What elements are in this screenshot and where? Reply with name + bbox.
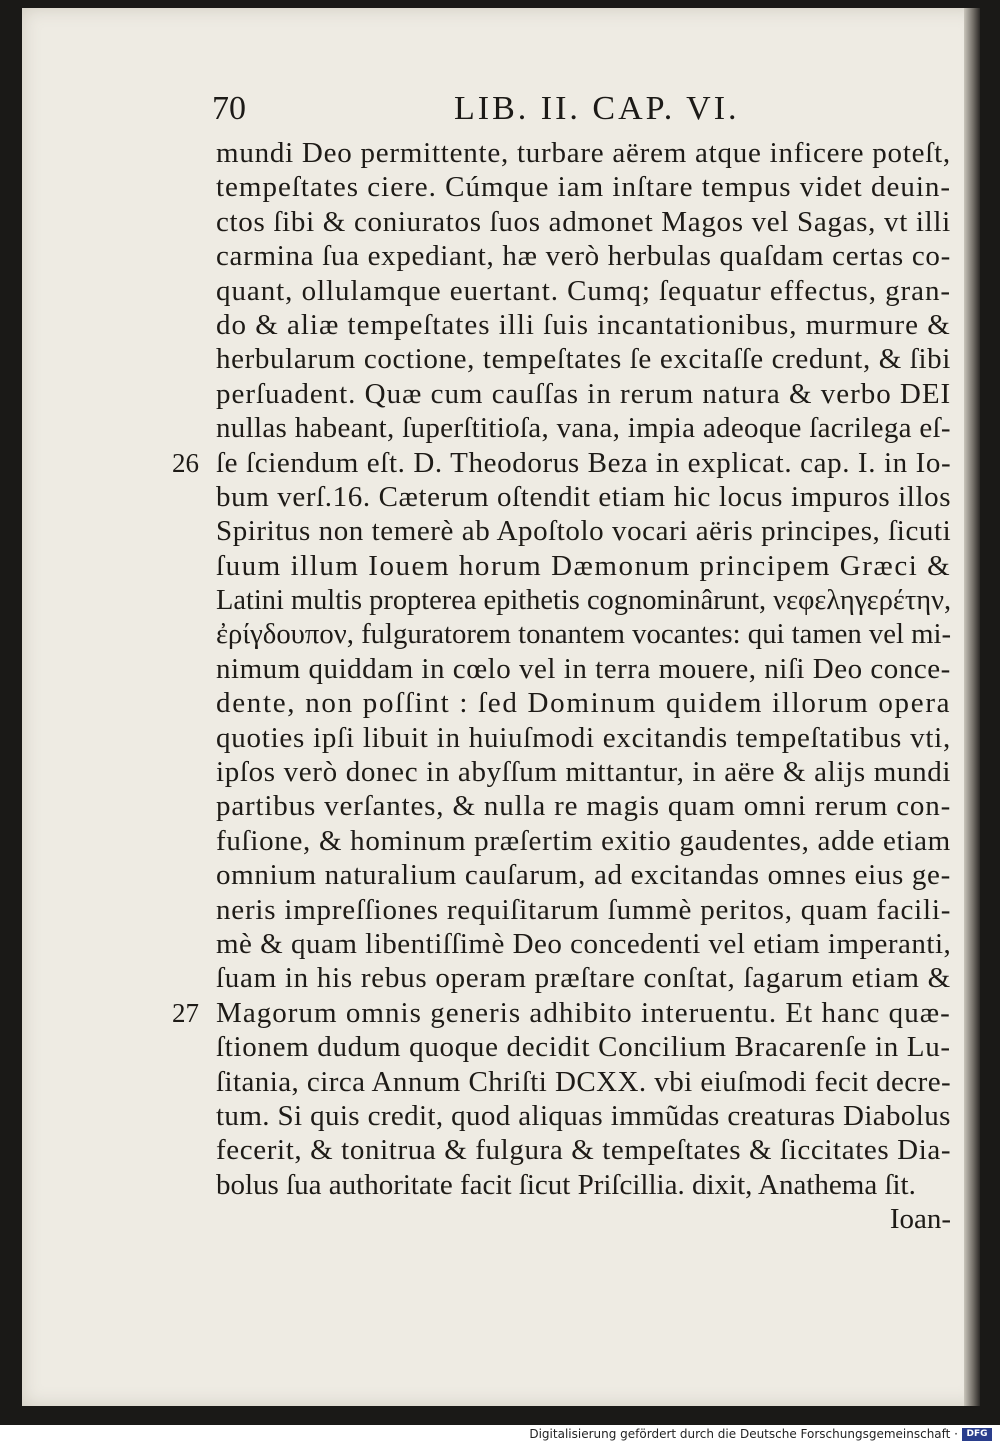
- text-line: [216, 652, 951, 686]
- dfg-logo: DFG: [962, 1428, 992, 1441]
- line-text: do & aliæ tempeſtates illi ſuis incantationibus, murmure &: [216, 308, 951, 341]
- text-line: [216, 858, 951, 892]
- text-line: [216, 1168, 951, 1202]
- page-edge-shadow: [964, 8, 980, 1406]
- text-line: [216, 308, 951, 342]
- text-line: [216, 377, 951, 411]
- body-text: [172, 136, 952, 1237]
- text-line: [216, 170, 951, 204]
- line-text: tempeſtates ciere. Cúmque iam inſtare tempus videt deuin-: [216, 171, 952, 204]
- text-line: [216, 1030, 951, 1064]
- line-text: partibus verſantes, & nulla re magis quam omni rerum con-: [216, 790, 952, 823]
- book-page: [22, 8, 980, 1406]
- text-line: [216, 514, 951, 548]
- line-text: omnium naturalium cauſarum, ad excitandas omnes eius ge-: [216, 859, 951, 892]
- text-line: [216, 617, 951, 651]
- line-text: bum verſ.16. Cæterum oſtendit etiam hic locus impuros illos: [216, 480, 952, 513]
- line-text: mundi Deo permittente, turbare aërem atque inficere poteſt,: [216, 137, 951, 169]
- text-line: [216, 1133, 951, 1167]
- running-head: LIB. II. CAP. VI.: [454, 90, 740, 127]
- text-line: [216, 686, 951, 720]
- text-line: [216, 893, 951, 927]
- line-text: Latini multis propterea epithetis cognominârunt, νεφεληγερέτην,: [216, 584, 952, 617]
- line-text: fecerit, & tonitrua & fulgura & tempeſtates & ſiccitates Dia-: [216, 1134, 952, 1167]
- line-text: Magorum omnis generis adhibito interuentu. Et hanc quæ-: [216, 996, 951, 1029]
- line-text: mè & quam libentiſſimè Deo concedenti vel etiam imperanti,: [216, 927, 952, 960]
- text-line: [216, 342, 951, 376]
- line-text: carmina ſua expediant, hæ verò herbulas quaſdam certas co-: [216, 240, 951, 273]
- line-text: ſtionem dudum quoque decidit Concilium Bracarenſe in Lu-: [216, 1031, 951, 1064]
- line-text: ſuum illum Iouem horum Dæmonum principem Græci &: [216, 549, 952, 582]
- text-line: [216, 136, 951, 170]
- text-line: [216, 205, 951, 239]
- text-line: [216, 1065, 951, 1099]
- margin-number: 26: [172, 447, 199, 478]
- line-text: fuſione, & hominum præſertim exitio gaudentes, adde etiam: [216, 824, 951, 857]
- line-text: quoties ipſi libuit in huiuſmodi excitandis tempeſtatibus vti,: [216, 721, 952, 754]
- text-line: [172, 446, 952, 480]
- line-text: ἐρίγδουπον, fulguratorem tonantem vocantes: qui tamen vel mi-: [216, 618, 952, 651]
- line-text: nullas habeant, ſuperſtitioſa, vana, impia adeoque ſacrilega eſ-: [216, 412, 951, 445]
- text-line: [216, 789, 951, 823]
- line-text: quant, ollulamque euertant. Cumq; ſequatur effectus, gran-: [216, 274, 952, 307]
- page-number: 70: [212, 90, 246, 127]
- digitization-footer: [0, 1425, 1000, 1445]
- line-text: nimum quiddam in cœlo vel in terra mouere, niſi Deo conce-: [216, 652, 951, 685]
- text-line: [216, 755, 951, 789]
- text-line: [216, 549, 951, 583]
- text-line: [216, 721, 951, 755]
- text-line: [216, 583, 951, 617]
- text-line: [172, 996, 951, 1030]
- text-line: [216, 824, 951, 858]
- line-text: ipſos verò donec in abyſſum mittantur, in aëre & alijs mundi: [216, 756, 952, 789]
- text-line: [216, 239, 951, 273]
- text-line: [216, 480, 951, 514]
- line-text: bolus ſua authoritate facit ſicut Priſcillia. dixit, Anathema ſit.: [216, 1168, 916, 1201]
- funding-credit: Digitalisierung gefördert durch die Deutsche Forschungsgemeinschaft ·: [529, 1427, 958, 1441]
- margin-number: 27: [172, 997, 199, 1028]
- line-text: neris impreſſiones requiſitarum ſummè peritos, quam facili-: [216, 893, 952, 926]
- text-line: [216, 411, 951, 445]
- page-header: [22, 90, 980, 138]
- line-text: ctos ſibi & coniuratos ſuos admonet Magos vel Sagas, vt illi: [216, 205, 951, 238]
- text-line: [216, 274, 951, 308]
- text-line: [216, 961, 951, 995]
- line-text: Spiritus non temerè ab Apoſtolo vocari aëris principes, ſicuti: [216, 515, 952, 548]
- line-text: tum. Si quis credit, quod aliquas immũdas creaturas Diabolus: [216, 1099, 951, 1132]
- line-text: ſuam in his rebus operam præſtare conſtat, ſagarum etiam &: [216, 962, 951, 995]
- catchword: Ioan-: [889, 1203, 951, 1236]
- line-text: ſe ſciendum eſt. D. Theodorus Beza in explicat. cap. I. in Io-: [216, 446, 952, 479]
- line-text: ſitania, circa Annum Chriſti DCXX. vbi eiuſmodi fecit decre-: [216, 1065, 952, 1098]
- line-text: perſuadent. Quæ cum cauſſas in rerum natura & verbo DEI: [216, 377, 952, 410]
- line-text: dente, non poſſint : ſed Dominum quidem illorum opera: [216, 687, 952, 720]
- text-line: [216, 927, 951, 961]
- text-line: [216, 1099, 951, 1133]
- line-text: herbularum coctione, tempeſtates ſe excitaſſe credunt, & ſibi: [216, 343, 951, 376]
